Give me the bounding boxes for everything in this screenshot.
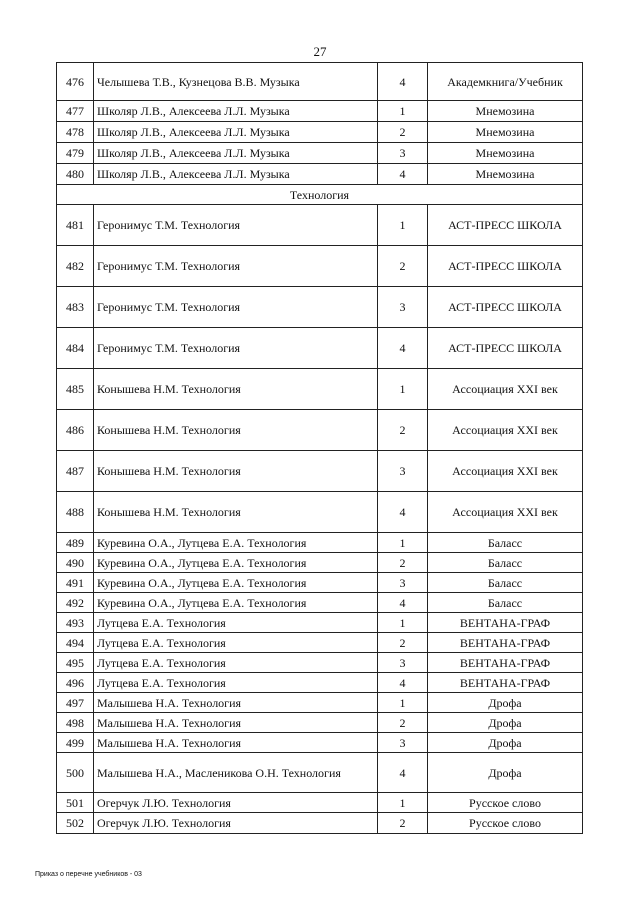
row-grade: 4 bbox=[378, 753, 428, 793]
section-title: Технология bbox=[57, 185, 583, 205]
table-row bbox=[57, 451, 583, 492]
row-publisher: Ассоциация XXI век bbox=[428, 451, 583, 492]
row-publisher: Русское слово bbox=[428, 793, 583, 813]
row-number: 493 bbox=[57, 613, 94, 633]
row-number: 489 bbox=[57, 533, 94, 553]
row-grade: 1 bbox=[378, 793, 428, 813]
row-grade: 4 bbox=[378, 328, 428, 369]
row-publisher: Баласс bbox=[428, 553, 583, 573]
row-grade: 2 bbox=[378, 122, 428, 143]
row-number: 480 bbox=[57, 164, 94, 185]
row-number: 476 bbox=[57, 63, 94, 101]
table-row bbox=[57, 653, 583, 673]
row-publisher: АСТ-ПРЕСС ШКОЛА bbox=[428, 246, 583, 287]
row-number: 488 bbox=[57, 492, 94, 533]
table-row bbox=[57, 713, 583, 733]
row-author-title: Малышева Н.А. Технология bbox=[94, 693, 378, 713]
row-author-title: Челышева Т.В., Кузнецова В.В. Музыка bbox=[94, 63, 378, 101]
row-author-title: Конышева Н.М. Технология bbox=[94, 410, 378, 451]
row-number: 477 bbox=[57, 101, 94, 122]
row-grade: 1 bbox=[378, 533, 428, 553]
table-row bbox=[57, 246, 583, 287]
row-number: 479 bbox=[57, 143, 94, 164]
row-publisher: ВЕНТАНА-ГРАФ bbox=[428, 633, 583, 653]
row-author-title: Конышева Н.М. Технология bbox=[94, 369, 378, 410]
row-author-title: Геронимус Т.М. Технология bbox=[94, 328, 378, 369]
row-author-title: Школяр Л.В., Алексеева Л.Л. Музыка bbox=[94, 164, 378, 185]
row-grade: 3 bbox=[378, 733, 428, 753]
table-row bbox=[57, 553, 583, 573]
section-header-row bbox=[57, 185, 583, 205]
row-publisher: Академкнига/Учебник bbox=[428, 63, 583, 101]
row-publisher: Баласс bbox=[428, 533, 583, 553]
row-publisher: ВЕНТАНА-ГРАФ bbox=[428, 653, 583, 673]
row-author-title: Огерчук Л.Ю. Технология bbox=[94, 813, 378, 834]
row-number: 497 bbox=[57, 693, 94, 713]
row-grade: 3 bbox=[378, 287, 428, 328]
row-number: 481 bbox=[57, 205, 94, 246]
row-publisher: Мнемозина bbox=[428, 143, 583, 164]
table-row bbox=[57, 410, 583, 451]
table-row bbox=[57, 369, 583, 410]
row-number: 485 bbox=[57, 369, 94, 410]
row-grade: 1 bbox=[378, 205, 428, 246]
row-publisher: Ассоциация XXI век bbox=[428, 410, 583, 451]
row-author-title: Школяр Л.В., Алексеева Л.Л. Музыка bbox=[94, 122, 378, 143]
row-number: 487 bbox=[57, 451, 94, 492]
row-number: 490 bbox=[57, 553, 94, 573]
table-row bbox=[57, 63, 583, 101]
row-grade: 4 bbox=[378, 63, 428, 101]
row-publisher: АСТ-ПРЕСС ШКОЛА bbox=[428, 205, 583, 246]
row-author-title: Куревина О.А., Лутцева Е.А. Технология bbox=[94, 573, 378, 593]
row-publisher: Мнемозина bbox=[428, 164, 583, 185]
row-author-title: Лутцева Е.А. Технология bbox=[94, 633, 378, 653]
row-grade: 1 bbox=[378, 693, 428, 713]
row-number: 478 bbox=[57, 122, 94, 143]
row-publisher: ВЕНТАНА-ГРАФ bbox=[428, 613, 583, 633]
row-author-title: Куревина О.А., Лутцева Е.А. Технология bbox=[94, 533, 378, 553]
row-publisher: Мнемозина bbox=[428, 101, 583, 122]
row-grade: 1 bbox=[378, 369, 428, 410]
table-row bbox=[57, 573, 583, 593]
table-row bbox=[57, 813, 583, 834]
row-number: 491 bbox=[57, 573, 94, 593]
row-number: 483 bbox=[57, 287, 94, 328]
row-grade: 3 bbox=[378, 451, 428, 492]
row-author-title: Конышева Н.М. Технология bbox=[94, 492, 378, 533]
table-row bbox=[57, 593, 583, 613]
row-publisher: Ассоциация XXI век bbox=[428, 369, 583, 410]
row-number: 496 bbox=[57, 673, 94, 693]
row-grade: 3 bbox=[378, 573, 428, 593]
table-row bbox=[57, 613, 583, 633]
row-grade: 4 bbox=[378, 492, 428, 533]
table-row bbox=[57, 143, 583, 164]
row-grade: 2 bbox=[378, 633, 428, 653]
table-row bbox=[57, 328, 583, 369]
row-author-title: Геронимус Т.М. Технология bbox=[94, 246, 378, 287]
row-number: 499 bbox=[57, 733, 94, 753]
row-publisher: Дрофа bbox=[428, 733, 583, 753]
row-grade: 2 bbox=[378, 713, 428, 733]
row-publisher: Баласс bbox=[428, 593, 583, 613]
row-publisher: Баласс bbox=[428, 573, 583, 593]
row-publisher: Ассоциация XXI век bbox=[428, 492, 583, 533]
table-row bbox=[57, 533, 583, 553]
footer-note: Приказ о перечне учебников - 03 bbox=[35, 871, 142, 878]
row-author-title: Геронимус Т.М. Технология bbox=[94, 287, 378, 328]
textbook-table bbox=[56, 62, 583, 834]
table-row bbox=[57, 122, 583, 143]
row-number: 495 bbox=[57, 653, 94, 673]
table-row bbox=[57, 205, 583, 246]
row-grade: 2 bbox=[378, 553, 428, 573]
row-author-title: Конышева Н.М. Технология bbox=[94, 451, 378, 492]
row-author-title: Малышева Н.А., Масленикова О.Н. Технология bbox=[94, 753, 378, 793]
table-row bbox=[57, 164, 583, 185]
row-publisher: АСТ-ПРЕСС ШКОЛА bbox=[428, 328, 583, 369]
row-publisher: ВЕНТАНА-ГРАФ bbox=[428, 673, 583, 693]
row-author-title: Куревина О.А., Лутцева Е.А. Технология bbox=[94, 553, 378, 573]
table-row bbox=[57, 492, 583, 533]
row-author-title: Лутцева Е.А. Технология bbox=[94, 653, 378, 673]
row-number: 500 bbox=[57, 753, 94, 793]
row-author-title: Лутцева Е.А. Технология bbox=[94, 613, 378, 633]
row-grade: 3 bbox=[378, 143, 428, 164]
table-row bbox=[57, 693, 583, 713]
row-grade: 3 bbox=[378, 653, 428, 673]
table-row bbox=[57, 793, 583, 813]
table-row bbox=[57, 673, 583, 693]
row-number: 486 bbox=[57, 410, 94, 451]
row-author-title: Малышева Н.А. Технология bbox=[94, 733, 378, 753]
row-number: 492 bbox=[57, 593, 94, 613]
row-author-title: Малышева Н.А. Технология bbox=[94, 713, 378, 733]
row-grade: 2 bbox=[378, 246, 428, 287]
row-publisher: Русское слово bbox=[428, 813, 583, 834]
row-grade: 1 bbox=[378, 613, 428, 633]
row-grade: 1 bbox=[378, 101, 428, 122]
row-author-title: Огерчук Л.Ю. Технология bbox=[94, 793, 378, 813]
table-row bbox=[57, 287, 583, 328]
row-publisher: Дрофа bbox=[428, 753, 583, 793]
row-publisher: Дрофа bbox=[428, 713, 583, 733]
row-number: 484 bbox=[57, 328, 94, 369]
row-author-title: Лутцева Е.А. Технология bbox=[94, 673, 378, 693]
row-grade: 2 bbox=[378, 813, 428, 834]
row-author-title: Геронимус Т.М. Технология bbox=[94, 205, 378, 246]
row-publisher: Мнемозина bbox=[428, 122, 583, 143]
row-number: 498 bbox=[57, 713, 94, 733]
table-row bbox=[57, 733, 583, 753]
row-number: 494 bbox=[57, 633, 94, 653]
row-publisher: Дрофа bbox=[428, 693, 583, 713]
row-number: 482 bbox=[57, 246, 94, 287]
table-row bbox=[57, 753, 583, 793]
row-grade: 2 bbox=[378, 410, 428, 451]
page-number: 27 bbox=[313, 44, 327, 59]
row-grade: 4 bbox=[378, 673, 428, 693]
row-grade: 4 bbox=[378, 593, 428, 613]
row-author-title: Куревина О.А., Лутцева Е.А. Технология bbox=[94, 593, 378, 613]
row-grade: 4 bbox=[378, 164, 428, 185]
row-author-title: Школяр Л.В., Алексеева Л.Л. Музыка bbox=[94, 143, 378, 164]
table-row bbox=[57, 633, 583, 653]
row-publisher: АСТ-ПРЕСС ШКОЛА bbox=[428, 287, 583, 328]
row-author-title: Школяр Л.В., Алексеева Л.Л. Музыка bbox=[94, 101, 378, 122]
row-number: 501 bbox=[57, 793, 94, 813]
row-number: 502 bbox=[57, 813, 94, 834]
table-row bbox=[57, 101, 583, 122]
